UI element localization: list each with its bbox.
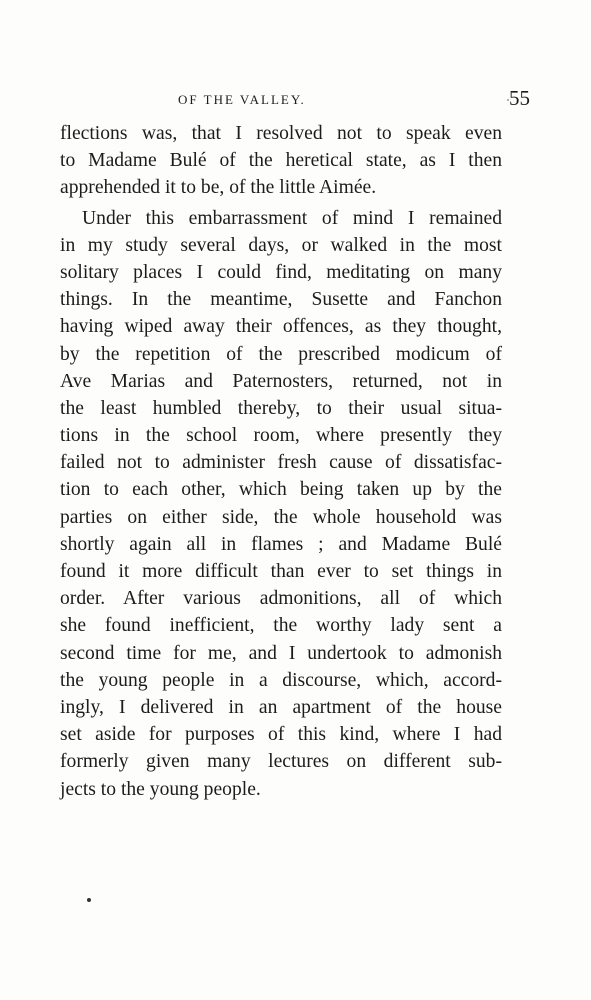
- text-line: ingly, I delivered in an apartment of the house: [60, 696, 502, 718]
- text-line: formerly given many lectures on different sub-: [60, 751, 502, 773]
- text-line: order. After various admonitions, all of which: [60, 588, 502, 610]
- text-line: to Madame Bulé of the heretical state, as I then: [60, 150, 502, 172]
- page-number: 55: [509, 86, 530, 110]
- ink-speck: [87, 898, 91, 902]
- text-line: apprehended it to be, of the little Aimée.: [60, 177, 377, 199]
- text-line: second time for me, and I undertook to admonish: [60, 642, 502, 664]
- body-text: [60, 120, 502, 803]
- text-line: tion to each other, which being taken up by the: [60, 479, 502, 501]
- text-line: tions in the school room, where presently they: [60, 425, 502, 447]
- text-line: Under this embarrassment of mind I remained: [82, 207, 502, 229]
- text-line: Ave Marias and Paternosters, returned, not in: [60, 370, 502, 392]
- text-line: shortly again all in flames ; and Madame Bulé: [60, 533, 502, 555]
- text-line: in my study several days, or walked in the most: [60, 234, 502, 256]
- text-line: the young people in a discourse, which, accord-: [60, 669, 502, 691]
- text-line: flections was, that I resolved not to speak even: [60, 123, 502, 144]
- paragraph: [60, 120, 502, 202]
- text-line: things. In the meantime, Susette and Fanchon: [60, 289, 502, 311]
- text-line: she found inefficient, the worthy lady sent a: [60, 615, 502, 637]
- text-line: set aside for purposes of this kind, where I had: [60, 724, 502, 746]
- text-line: parties on either side, the whole household was: [60, 506, 502, 528]
- text-line: jects to the young people.: [60, 778, 261, 800]
- text-line: solitary places I could find, meditating on many: [60, 261, 502, 283]
- paragraph: [60, 205, 502, 803]
- text-line: the least humbled thereby, to their usual situa-: [60, 397, 502, 419]
- ink-speck: [507, 99, 509, 101]
- text-line: having wiped away their offences, as they thought,: [60, 316, 502, 338]
- running-title: OF THE VALLEY.: [178, 92, 306, 107]
- text-line: failed not to administer fresh cause of dissatisfac-: [60, 452, 502, 474]
- text-line: found it more difficult than ever to set things in: [60, 561, 502, 582]
- text-line: by the repetition of the prescribed modicum of: [60, 343, 502, 365]
- running-head: [60, 88, 530, 112]
